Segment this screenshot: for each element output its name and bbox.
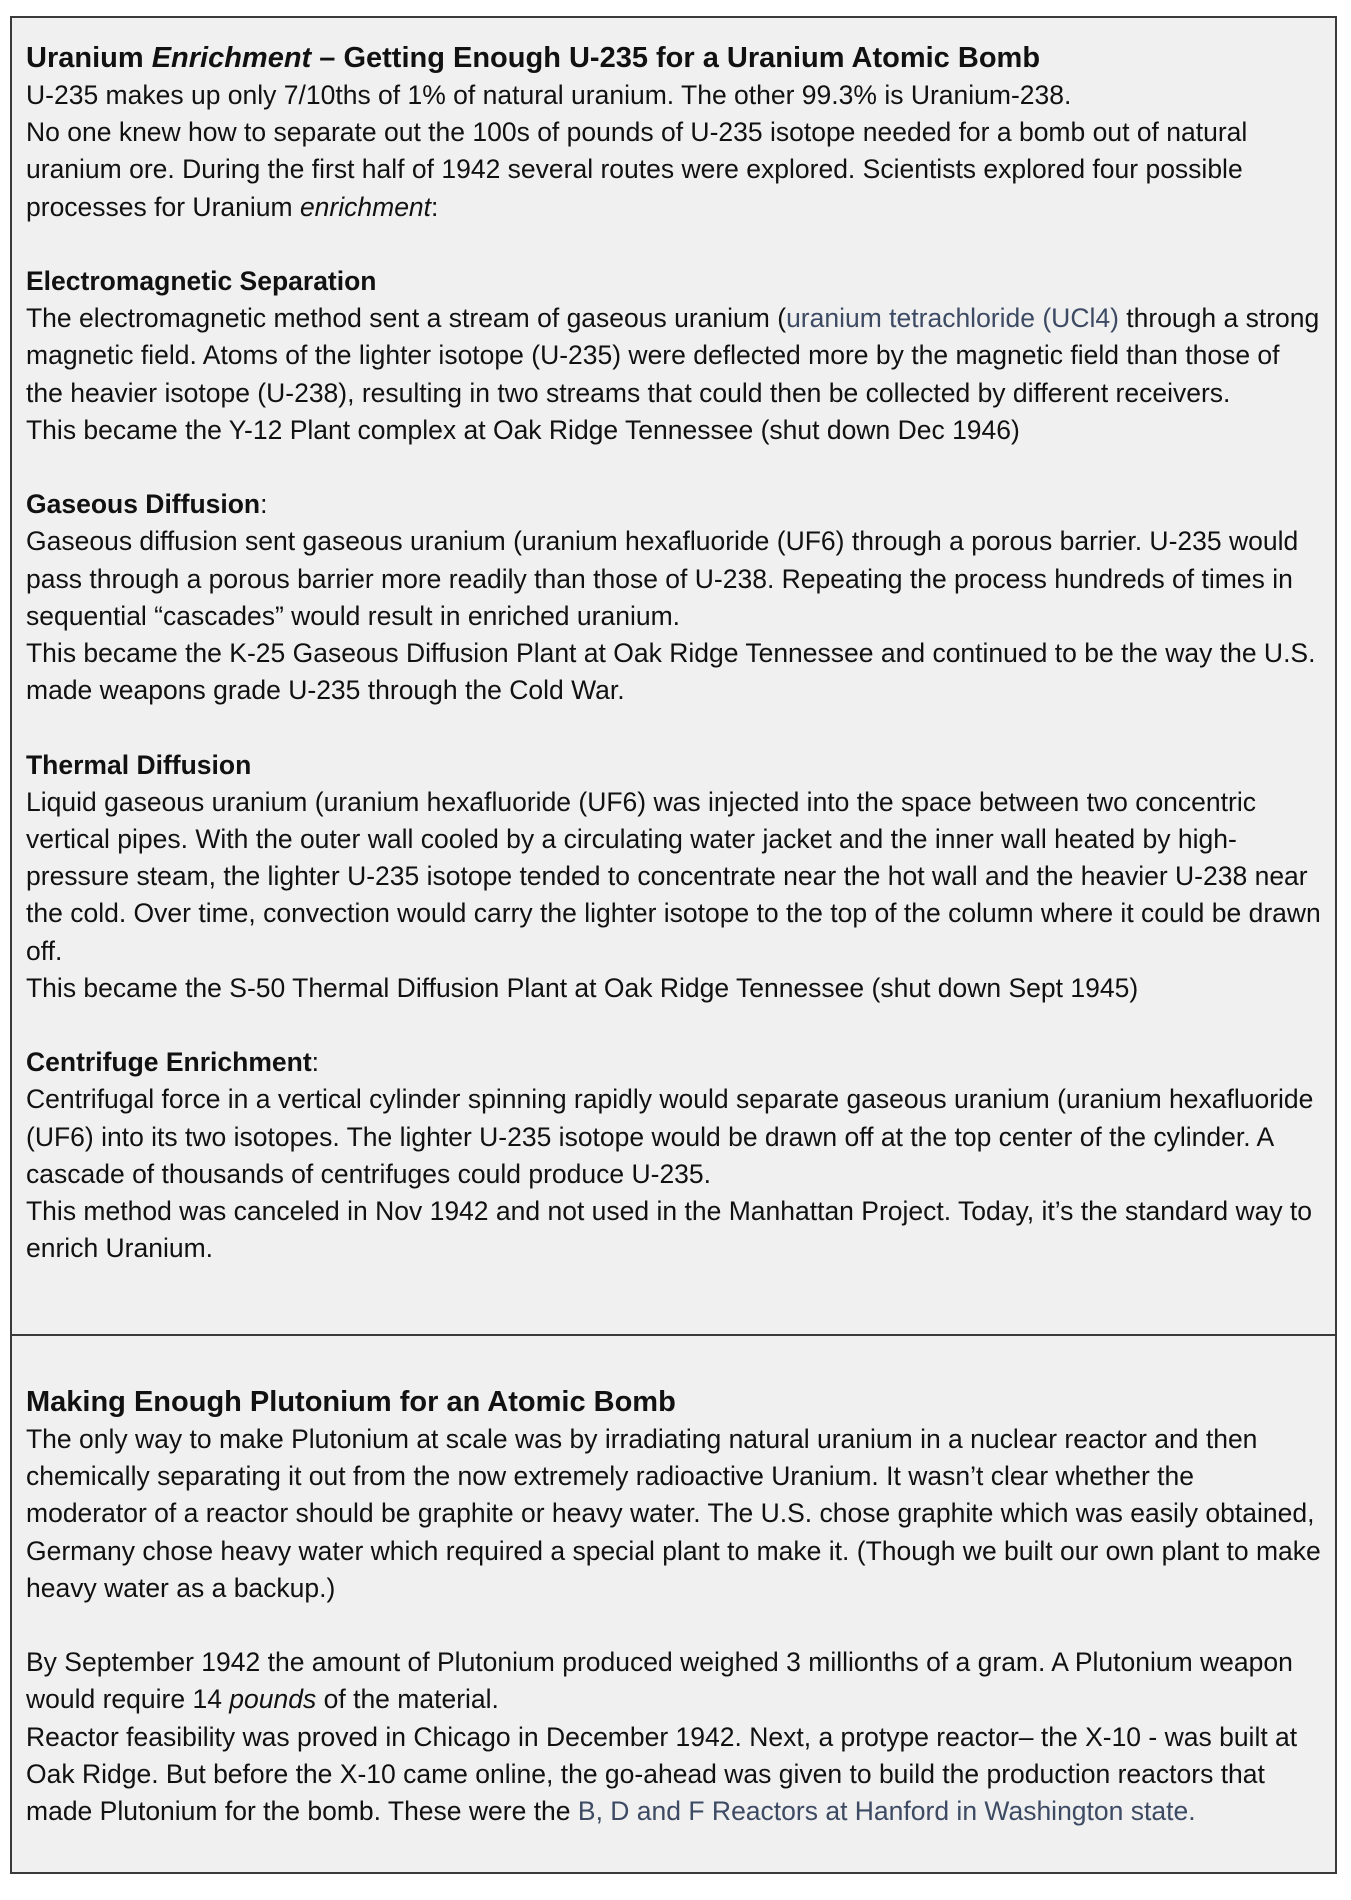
plutonium-section [10, 1334, 1337, 1874]
gaseous-diffusion-heading: Gaseous Diffusion: [26, 489, 268, 520]
intro-paragraph: No one knew how to separate out the 100s of pounds of U-235 isotope needed for a bomb out of natural uranium ore. During the first half of 1942 several routes were explored. Scientists explored four possible processes for Uranium enrichment: [26, 117, 1248, 222]
electromagnetic-heading: Electromagnetic Separation [26, 266, 377, 296]
plutonium-paragraph-1: The only way to make Plutonium at scale was by irradiating natural uranium in a nuclear reactor and then chemically separating it out from the now extremely radioactive Uranium. It wasn’t clear whether the moderator of a reactor should be graphite or heavy water. The U.S. chose graphite which was easily obtained, Germany chose heavy water which required a special plant to make it. (Though we built our own plant to make heavy water as a backup.) [26, 1424, 1321, 1603]
intro-line: U-235 makes up only 7/10ths of 1% of natural uranium. The other 99.3% is Uranium-238. [26, 80, 1072, 110]
uranium-tetrachloride-link[interactable]: uranium tetrachloride (UCl4) [786, 303, 1119, 334]
thermal-diffusion-heading: Thermal Diffusion [26, 749, 252, 780]
gaseous-diffusion-body: Gaseous diffusion sent gaseous uranium (uranium hexafluoride (UF6) through a porous barrier. U-235 would pass through a porous barrier more readily than those of U-238. Repeating the process hundreds of times in sequential “cascades” would result in enriched uranium. [26, 526, 1299, 631]
electromagnetic-body: The electromagnetic method sent a stream of gaseous uranium (uranium tetrachloride (UCl4) through a strong magnetic field. Atoms of the lighter isotope (U-235) were deflected more by the magnetic field than those of the heavier isotope (U-238), resulting in two streams that could then be collected by different receivers. [26, 303, 1320, 408]
thermal-diffusion-result: This became the S-50 Thermal Diffusion Plant at Oak Ridge Tennessee (shut down Sept 1945) [26, 972, 1139, 1003]
centrifuge-result: This method was canceled in Nov 1942 and not used in the Manhattan Project. Today, it’s the standard way to enrich Uranium. [26, 1196, 1313, 1264]
centrifuge-body: Centrifugal force in a vertical cylinder spinning rapidly would separate gaseous uranium (uranium hexafluoride (UF6) into its two isotopes. The lighter U-235 isotope would be drawn off at the top center of the cylinder. A cascade of thousands of centrifuges could produce U-235. [26, 1084, 1314, 1189]
uranium-enrichment-section [10, 16, 1337, 1338]
thermal-diffusion-body: Liquid gaseous uranium (uranium hexafluoride (UF6) was injected into the space between two concentric vertical pipes. With the outer wall cooled by a circulating water jacket and the inner wall heated by high-pressure steam, the lighter U-235 isotope tended to concentrate near the hot wall and the heavier U-238 near the cold. Over time, convection would carry the lighter isotope to the top of the column where it could be drawn off. [26, 786, 1321, 966]
gaseous-diffusion-result: This became the K-25 Gaseous Diffusion Plant at Oak Ridge Tennessee and continued to be the way the U.S. made weapons grade U-235 through the Cold War. [26, 638, 1316, 706]
plutonium-paragraph-3: Reactor feasibility was proved in Chicago in December 1942. Next, a protype reactor– the X-10 - was built at Oak Ridge. But before the X-10 came online, the go-ahead was given to build the production reactors that made Plutonium for the bomb. These were the B, D and F Reactors at Hanford in Washington state. [26, 1721, 1298, 1827]
title-emphasis: Enrichment [151, 42, 312, 74]
uranium-section-title: Uranium Enrichment – Getting Enough U-235 for a Uranium Atomic Bomb [26, 42, 1041, 74]
plutonium-section-title: Making Enough Plutonium for an Atomic Bomb [26, 1386, 676, 1418]
electromagnetic-result: This became the Y-12 Plant complex at Oak Ridge Tennessee (shut down Dec 1946) [26, 414, 1020, 445]
hanford-reactors-link[interactable]: B, D and F Reactors at Hanford in Washington state. [577, 1796, 1196, 1827]
centrifuge-heading: Centrifuge Enrichment: [26, 1047, 320, 1078]
plutonium-paragraph-2: By September 1942 the amount of Plutonium produced weighed 3 millionths of a gram. A Plutonium weapon would require 14 pounds of the material. [26, 1647, 1293, 1715]
